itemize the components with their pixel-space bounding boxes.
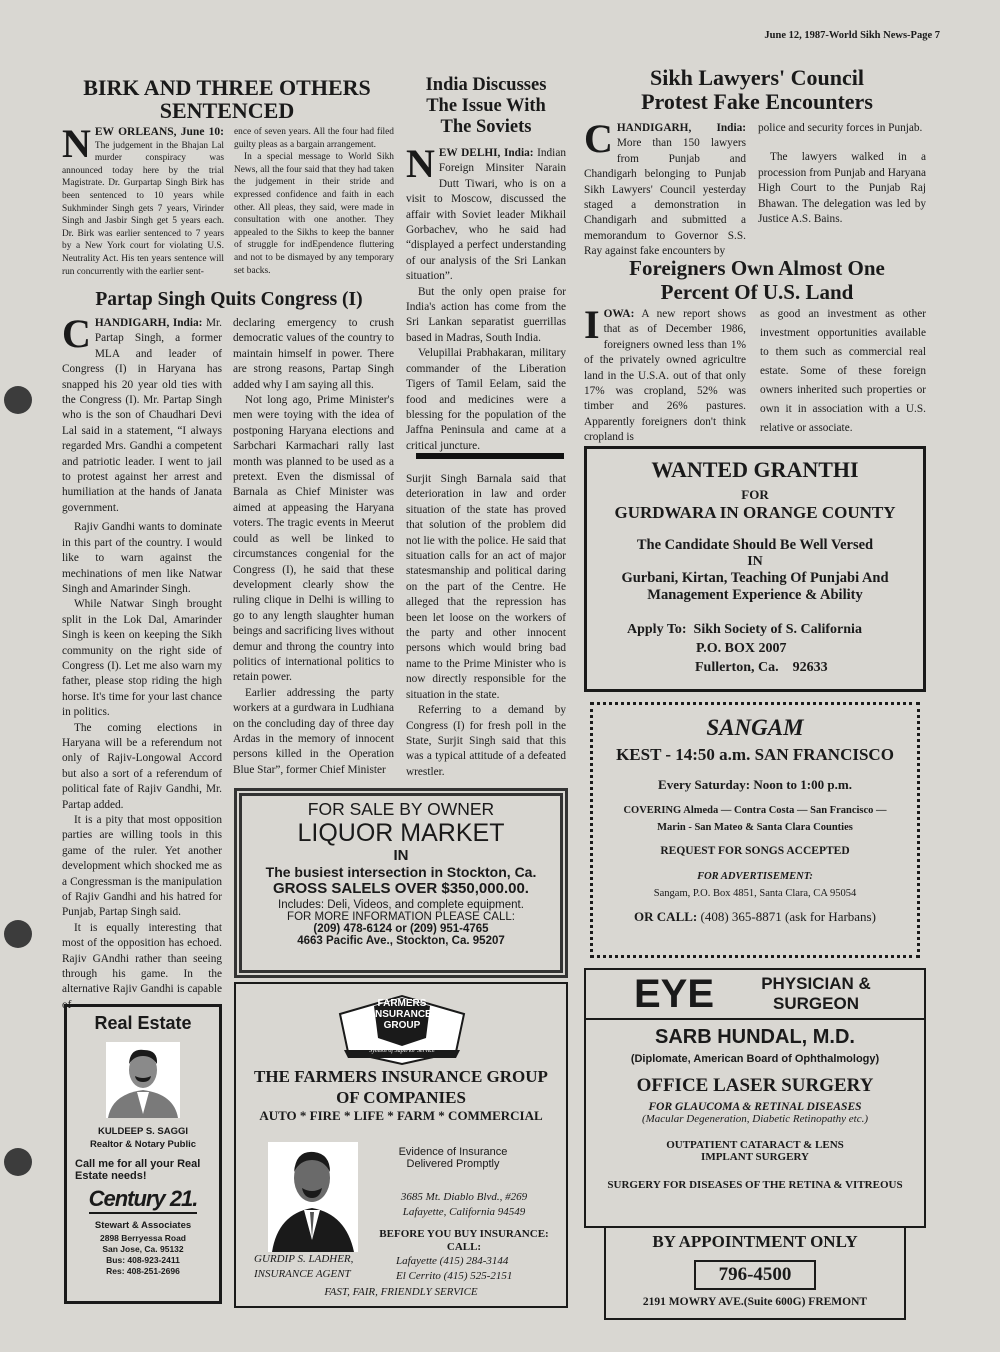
farmers-logo-text xyxy=(366,998,438,1031)
liquor-line-7: FOR MORE INFORMATION PLEASE CALL: xyxy=(287,911,515,923)
evidence-line-2: Delivered Promptly xyxy=(406,1158,500,1170)
dateline: HANDIGARH, India: xyxy=(94,317,203,329)
ad-liquor-market xyxy=(234,788,568,978)
body-text: The judgement in the Bhajan Lal murder conspiracy was announced today here by the trial Magistrate. Dr. Gurpartap Singh Birk has been sentenced to 10 years while Sukhminder Singh gets 7 years, Virinder Singh and Jasbir Singh get 5 years each. Dr. Birk was earlier sentenced to 7 years by a New York court for violating U.S. Neutrality Act. His ten years sentence will run concurrently with the earlier sent- xyxy=(62,140,224,277)
farmers-agent xyxy=(254,1252,384,1282)
eye-word: EYE xyxy=(634,972,715,1016)
lawyers-column-1 xyxy=(584,116,746,260)
article-foreigners xyxy=(582,256,932,304)
paragraph: The lawyers walked in a procession from Punjab and Haryana High Court to the Punjab Raj Bhawan. The delegation was led by Justice A.S. Bains. xyxy=(758,151,926,226)
liquor-line-3: IN xyxy=(393,847,409,864)
liquor-line-6: Includes: Deli, Videos, and complete equipment. xyxy=(278,899,524,911)
ad-wanted-granthi xyxy=(584,446,926,692)
paragraph: police and security forces in Punjab. xyxy=(758,122,923,134)
eye-address: 2191 MOWRY AVE.(Suite 600G) FREMONT xyxy=(642,1296,868,1308)
call-label: OR CALL: xyxy=(634,909,698,924)
partap-title: Partap Singh Quits Congress (I) xyxy=(95,289,363,310)
ad-real-estate xyxy=(64,1004,222,1304)
india-title-line-3: The Soviets xyxy=(440,117,532,137)
apply-label: Apply To: xyxy=(627,622,687,637)
physician-line-2: SURGEON xyxy=(773,994,859,1013)
doctor-name: SARB HUNDAL, M.D. xyxy=(655,1026,855,1048)
appointment-phone: 796-4500 xyxy=(694,1260,816,1290)
realtor-firm: Stewart & Associates xyxy=(94,1220,192,1231)
agent-title: INSURANCE AGENT xyxy=(254,1268,351,1280)
page-header: June 12, 1987-World Sikh News-Page 7 xyxy=(764,30,940,41)
birk-title-line-1: BIRK AND THREE OTHERS xyxy=(83,75,371,100)
drop-cap: C xyxy=(584,116,613,161)
paragraph: as good an investment as other investment opportunities available to them such as commercial real estate. Some of these foreign owners inherited such properties or own it in association with a U.S. relative or associate. xyxy=(760,308,926,434)
liquor-line-5: GROSS SALELS OVER $350,000.00. xyxy=(273,880,529,897)
realtor-phone-res: Res: 408-251-2696 xyxy=(106,1266,180,1276)
call-number: (408) 365-8871 (ask for Harbans) xyxy=(700,909,876,924)
apply-org: Sikh Society of S. California xyxy=(693,622,862,637)
realtor-role: Realtor & Notary Public xyxy=(89,1139,197,1150)
paragraph: It is equally interesting that most of the opposition has echoed. Rajiv GAndhi rather than seeing through his game. In the alternative Rajiv Gandhi is capable of xyxy=(62,921,222,1011)
paragraph: But the only open praise for India's action has come from the Sri Lankan separatist guerrillas based in Madras, South India. xyxy=(406,285,566,344)
drop-cap: N xyxy=(406,141,435,186)
agent-photo xyxy=(268,1142,358,1252)
farmers-phones xyxy=(396,1254,556,1284)
ad-farmers-insurance xyxy=(234,982,568,1308)
foreigners-column-1 xyxy=(584,302,746,446)
dateline: EW ORLEANS, June 10: xyxy=(94,126,224,138)
eye-macular: (Macular Degeneration, Diabetic Retinopathy etc.) xyxy=(641,1113,869,1125)
farmers-title-line-1: THE FARMERS INSURANCE GROUP xyxy=(254,1067,548,1086)
india-body xyxy=(406,141,566,454)
birk-column-2 xyxy=(234,126,394,277)
paragraph: Not long ago, Prime Minister's men were toying with the idea of postponing Haryana elections and Sarbchari Karmachari rally last month was planned to be used as a pretext. Even the dismissal of Barnala as Chief Minister was aimed at appeasing the Haryana voters. The tragic events in Meerut could as well be linked to circumstances congenial for the Congress (I), he said that these development clearly show the ruling clique in Delhi is willing to go to any length slaughter human beings and sacrificing lives without demur and throng the country into politics of international politics to retain power. xyxy=(233,394,394,684)
farmers-evidence xyxy=(378,1146,528,1170)
address-line-2: Lafayette, California 94549 xyxy=(402,1206,526,1218)
eye-laser: OFFICE LASER SURGERY xyxy=(636,1075,874,1096)
sangam-station: KEST - 14:50 a.m. SAN FRANCISCO xyxy=(616,745,894,764)
sangam-call xyxy=(593,909,917,925)
paragraph: It is a pity that most opposition parties are willing tools in this game of the ruler. Yet another development which shocked me as a Congressman is the manipulation of Rajiv Gandhi and his hatred for Punjab, Partap Singh said. xyxy=(62,814,222,919)
sangam-adv: FOR ADVERTISEMENT: xyxy=(697,871,813,882)
realtor-address-1: 2898 Berryessa Road xyxy=(99,1233,186,1243)
granthi-where: GURDWARA IN ORANGE COUNTY xyxy=(614,503,896,522)
doctor-diplomate: (Diplomate, American Board of Ophthalmology) xyxy=(630,1053,880,1065)
binder-hole xyxy=(4,920,32,948)
farmers-slogan: FAST, FAIR, FRIENDLY SERVICE xyxy=(324,1286,478,1298)
article-lawyers xyxy=(582,66,932,114)
granthi-line-3: Management Experience & Ability xyxy=(647,587,863,603)
drop-cap: I xyxy=(584,302,600,347)
farmers-address xyxy=(366,1190,562,1220)
birk-title-line-2: SENTENCED xyxy=(159,98,295,123)
paragraph: While Natwar Singh brought split in the Lok Dal, Amarinder Singh is keen on keeping the Sikh community on the right side of Congress (I). Let me also warn my father, please stop riding the high horse. It's time for your last chance in politics. xyxy=(62,598,222,719)
phone-el-cerrito: El Cerrito (415) 525-2151 xyxy=(396,1270,513,1282)
body-text: A new report shows that as of December 1986, foreigners owned less than 1% of the privately owned agricultre land in the U.S.A. out of that only 17% was cropland, 52% was timber and 26% pastures. Apparently foreigners don't think cropland is xyxy=(584,308,746,444)
physician-line-1: PHYSICIAN & xyxy=(761,974,871,993)
realtor-phone-bus: Bus: 408-923-2411 xyxy=(106,1255,180,1265)
evidence-line-1: Evidence of Insurance xyxy=(398,1146,508,1158)
logo-word-2: INSURANCE xyxy=(372,1009,432,1020)
logo-word-1: FARMERS xyxy=(377,998,427,1009)
sangam-schedule: Every Saturday: Noon to 1:00 p.m. xyxy=(658,777,852,792)
ad-sangam xyxy=(590,702,920,958)
dateline: EW DELHI, India: xyxy=(438,147,534,159)
granthi-title: WANTED GRANTHI xyxy=(651,457,859,482)
divider-rule xyxy=(416,453,564,459)
granthi-apply xyxy=(627,620,923,677)
eye-cataract-1: OUTPATIENT CATARACT & LENS xyxy=(666,1139,844,1151)
apply-box: P.O. BOX 2007 xyxy=(696,641,787,656)
lawyers-title-line-2: Protest Fake Encounters xyxy=(641,89,873,114)
paragraph: Surjit Singh Barnala said that deterioration in law and order situation of the state has proved that solution of the problem did not lie with the police. He said that situation calls for an act of major statesmanship and political daring on the part of the Centre. He alleged that the repression has been let loose on the workers of the party and other innocent persons which would bring bad name to the Prime Minister who is now directly responsible for the situation in the state. xyxy=(406,473,566,701)
paragraph: Earlier addressing the party workers at a gurdwara in Ludhiana on the concluding day of three day Ardas in the memory of innocent persons killed in the Operation Blue Star”, former Chief Minister xyxy=(233,686,394,776)
eye-retina: SURGERY FOR DISEASES OF THE RETINA & VITREOUS xyxy=(607,1179,903,1191)
body-text: More than 150 lawyers from Punjab and Chandigarh belonging to Punjab Sikh Lawyers' Council yesterday staged a demonstration in Chandigarh and submitted a memorandum to Governor S.S. Ray against fake encounters by xyxy=(584,137,746,258)
logo-word-3: GROUP xyxy=(383,1020,421,1031)
liquor-line-2: LIQUOR MARKET xyxy=(297,819,505,847)
partap-column-2 xyxy=(233,316,394,778)
appointment-label: BY APPOINTMENT ONLY xyxy=(652,1232,858,1251)
realtor-call-line-2: Estate needs! xyxy=(75,1170,147,1182)
eye-physician xyxy=(736,974,896,1014)
paragraph: declaring emergency to crush democratic values of the country to maintain himself in power. There are strong reasons, Partap Singh added why I am saying all this. xyxy=(233,317,394,391)
farmers-logo-tagline: Symbol of Superior Service xyxy=(369,1048,435,1054)
lawyers-title-line-1: Sikh Lawyers' Council xyxy=(650,65,864,90)
farmers-title xyxy=(236,1066,566,1108)
sangam-title: SANGAM xyxy=(706,715,804,740)
sangam-cover-2: Marin - San Mateo & Santa Clara Counties xyxy=(657,822,853,833)
realestate-title: Real Estate xyxy=(94,1013,192,1033)
realtor-photo xyxy=(106,1042,180,1118)
article-india xyxy=(404,75,568,138)
phone-lafayette: Lafayette (415) 284-3144 xyxy=(396,1255,509,1267)
body-text: Mr. Partap Singh, a former MLA and leader of Congress (I) in Haryana has snapped his 20 year old ties with the Congress (I). Mr. Partap Singh who is the son of Chaudhari Devi Lal said in a statement, “I always regarded Mrs. Gandhi a competent and patriotic leader. I went to jail to protest against her arrest and humiliation at the hands of Janata government. xyxy=(62,317,222,514)
liquor-line-1: FOR SALE BY OWNER xyxy=(307,799,495,819)
paragraph: ence of seven years. All the four had filed guilty pleas as a bargain arrangement. xyxy=(234,127,394,150)
liquor-line-8: (209) 478-6124 or (209) 951-4765 xyxy=(313,923,489,935)
before-line-2: CALL: xyxy=(446,1241,482,1253)
eye-appointment xyxy=(604,1226,906,1320)
eye-cataract-2: IMPLANT SURGERY xyxy=(701,1151,809,1163)
india-title-line-1: India Discusses xyxy=(425,75,547,95)
farmers-title-line-2: OF COMPANIES xyxy=(336,1088,466,1107)
partap-column-1 xyxy=(62,311,222,1013)
paragraph: In a special message to World Sikh News, all the four said that they had taken the judgement in their stride and expressed confidence and faith in each other. All pleas, they said, were made in consultation with one another. They appealed to the Sikhs to keep the banner of struggle for indEpendence fluttering and not to be dismayed by any temporary set backs. xyxy=(234,152,394,276)
binder-hole xyxy=(4,1148,32,1176)
sangam-address: Sangam, P.O. Box 4851, Santa Clara, CA 95054 xyxy=(653,888,857,899)
foreigners-column-2 xyxy=(760,305,926,438)
realtor-call-line-1: Call me for all your Real xyxy=(75,1158,201,1170)
body-text: Indian Foreign Minsiter Narain Dutt Tiwari, who is on a visit to Moscow, discussed the affair with Soviet leader Mikhail Gorbachev, who he said had “displayed a perfect understanding of our analysis of the Sri Lankan situation”. xyxy=(406,147,566,283)
lawyers-column-2 xyxy=(758,121,926,227)
eye-body xyxy=(584,1020,926,1226)
foreigners-title-line-1: Foreigners Own Almost One xyxy=(629,256,885,280)
granthi-line-2: Gurbani, Kirtan, Teaching Of Punjabi And xyxy=(621,570,889,586)
realtor-contact xyxy=(67,1233,219,1277)
paragraph: Referring to a demand by Congress (I) for fresh poll in the State, Surjit Singh said that this was a typical attitude of a defeated wrestler. xyxy=(406,704,566,778)
granthi-for: FOR xyxy=(741,487,769,502)
before-line-1: BEFORE YOU BUY INSURANCE: xyxy=(379,1228,549,1240)
foreigners-title-line-2: Percent Of U.S. Land xyxy=(660,280,854,304)
granthi-in: IN xyxy=(747,554,763,569)
liquor-line-9: 4663 Pacific Ave., Stockton, Ca. 95207 xyxy=(297,935,505,947)
paragraph: Velupillai Prabhakaran, military commander of the Liberation Tigers of Tamil Eelam, said the food and medicines were a blessing for the population of the Jaffna Peninsula and came at a critical juncture. xyxy=(406,347,566,452)
apply-zip: 92633 xyxy=(792,660,828,675)
eye-glaucoma: FOR GLAUCOMA & RETINAL DISEASES xyxy=(648,1101,862,1113)
realtor-address-2: San Jose, Ca. 95132 xyxy=(102,1244,184,1254)
dateline: OWA: xyxy=(603,308,635,320)
century21-logo: Century 21. xyxy=(89,1186,198,1214)
paragraph: Rajiv Gandhi wants to dominate in this part of the country. I would like to warn against the mechinations of men like Natwar Singh and Amarinder Singh. xyxy=(62,521,222,595)
drop-cap: N xyxy=(62,121,91,166)
liquor-line-4: The busiest intersection in Stockton, Ca. xyxy=(265,864,537,880)
farmers-before xyxy=(366,1228,562,1254)
sangam-cover-1: COVERING Almeda — Contra Costa — San Francisco — xyxy=(623,805,887,816)
address-line-1: 3685 Mt. Diablo Blvd., #269 xyxy=(400,1191,528,1203)
granthi-line-1: The Candidate Should Be Well Versed xyxy=(636,537,874,553)
realtor-name: KULDEEP S. SAGGI xyxy=(97,1126,189,1137)
dateline: HANDIGARH, India: xyxy=(616,122,746,134)
farmers-lines: AUTO * FIRE * LIFE * FARM * COMMERCIAL xyxy=(259,1108,543,1123)
agent-name: GURDIP S. LADHER, xyxy=(254,1253,354,1265)
binder-hole xyxy=(4,386,32,414)
apply-city: Fullerton, Ca. xyxy=(695,660,779,675)
article-birk xyxy=(62,76,392,122)
eye-header-box xyxy=(584,968,926,1020)
paragraph: The coming elections in Haryana will be a referendum not only of Rajiv-Longowal Accord but also a sort of a referendum of political fate of Rajiv Gandhi, Mr. Partap added. xyxy=(62,721,222,811)
sangam-songs: REQUEST FOR SONGS ACCEPTED xyxy=(660,845,850,857)
birk-column-1 xyxy=(62,121,224,278)
drop-cap: C xyxy=(62,311,91,356)
india-title-line-2: The Issue With xyxy=(426,96,546,116)
barnala-body xyxy=(406,472,566,780)
